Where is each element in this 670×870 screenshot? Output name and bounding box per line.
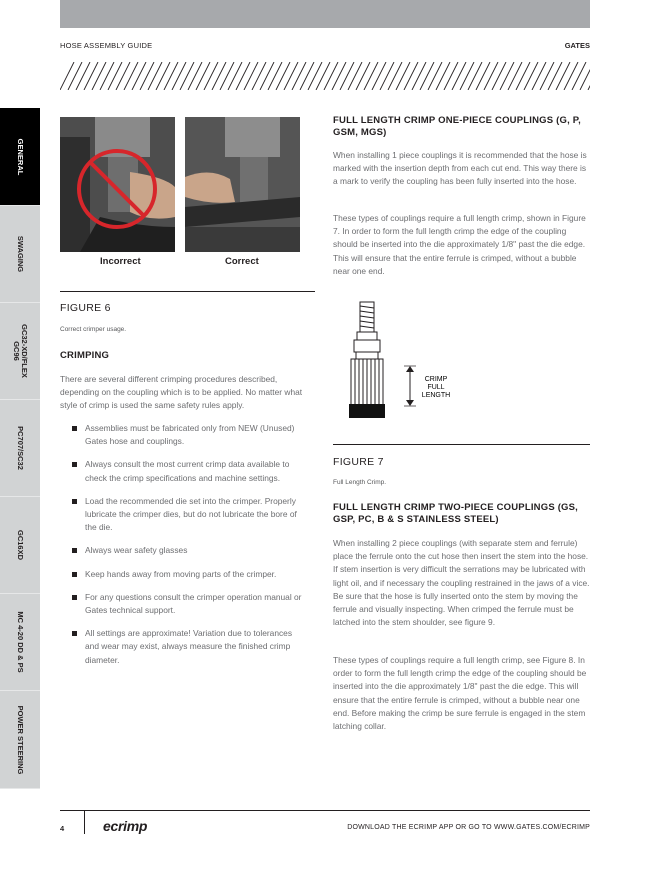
figure7-caption: Full Length Crimp. [333, 479, 387, 486]
label-correct: Correct [225, 256, 259, 267]
tab-mc-4-20[interactable] [0, 594, 40, 691]
one-piece-para1: When installing 1 piece couplings it is recommended that the hose is marked with the insertion depth from each cut end. This way there is a mark to verify the coupling has been fully inserted into the hose. [333, 150, 587, 187]
two-piece-para2: These types of couplings require a full length crimp, see Figure 8. In order to form the full length crimp the edge of the coupling should be inserted into the die approximately 1/8" past the die edge. This will ensure that the entire ferrule is crimped, without a bubble near one end. Before making the crimp be sure ferrule is engaged in the stem latching collar. [333, 655, 587, 732]
full-length-crimp-diagram [340, 296, 470, 421]
figure7-title: FIGURE 7 [333, 456, 384, 468]
logo-text: ecrimp [103, 818, 148, 834]
divider [60, 291, 315, 292]
page-number: 4 [60, 824, 65, 833]
figure6-caption: Correct crimper usage. [60, 326, 127, 333]
two-piece-heading: FULL LENGTH CRIMP TWO-PIECE COUPLINGS (GS, GSP, PC, B & S STAINLESS STEEL) [333, 502, 579, 525]
ecrimp-logo [103, 818, 147, 834]
tab-label: GC32-XD/FLEX GC96 [12, 324, 29, 378]
top-gray-bar [60, 0, 590, 28]
tab-label: SWAGING [16, 235, 25, 273]
list-item: Load the recommended die set into the crimper. Properly lubricate the crimper dies, but do not lubricate the bore of the die. [72, 495, 302, 535]
tab-label: MC 4-20 DD & PS [16, 611, 25, 673]
one-piece-heading: FULL LENGTH CRIMP ONE-PIECE COUPLINGS (G, P, GSM, MGS) [333, 115, 581, 138]
running-header-title: HOSE ASSEMBLY GUIDE [60, 41, 153, 50]
crimping-heading: CRIMPING [60, 350, 110, 361]
one-piece-para2: These types of couplings require a full length crimp, shown in Figure 7. In order to form the full length crimp the edge of the coupling should be inserted into the die approximately 1/8" past the die edge. This will ensure that the entire ferrule is crimped, without a bubble near one end. [333, 213, 586, 276]
two-piece-para1: When installing 2 piece couplings (with separate stem and ferrule) place the ferrule onto the cut hose then insert the stem into the hose. If stem insertion is very difficult the serrations may be lubricated with light oil, and if necessary the coupling restrained in the jaws of a vice. Be sure that the hose is fully inserted onto the stem by moving the ferrule and visually inspecting. When crimped the ferrule must be latched into the stem shoulder, see figure 9. [333, 538, 590, 628]
list-item: For any questions consult the crimper operation manual or Gates technical support. [72, 591, 302, 617]
list-item: Always wear safety glasses [72, 544, 302, 557]
photo-correct [185, 117, 300, 252]
safety-rules-list [72, 422, 302, 677]
tab-gc32-xd-flex[interactable] [0, 303, 40, 400]
running-header-brand: GATES [564, 41, 590, 50]
tab-label: GENERAL [16, 138, 25, 175]
tab-label: POWER STEERING [16, 705, 25, 774]
tab-swaging[interactable] [0, 206, 40, 303]
crimping-intro: There are several different crimping procedures described, depending on the coupling which is to be applied. No matter what style of crimp is used the same safety rules apply. [60, 374, 303, 411]
tab-general[interactable] [0, 108, 40, 206]
list-item: Assemblies must be fabricated only from NEW (Unused) Gates hose and couplings. [72, 422, 302, 448]
footer-app-link[interactable]: DOWNLOAD THE ECRIMP APP OR GO TO WWW.GATES.COM/ECRIMP [347, 824, 590, 831]
tab-label: PC707/SC32 [16, 426, 25, 470]
figure6-title: FIGURE 6 [60, 302, 111, 314]
list-item: Always consult the most current crimp data available to check the crimp specifications and machine settings. [72, 458, 302, 484]
tab-label: GC16XD [16, 529, 25, 561]
tab-power-steering[interactable] [0, 691, 40, 789]
hatch-decoration [60, 62, 590, 90]
crimp-label-line2: FULL [427, 384, 445, 391]
crimp-label-line3: LENGTH [421, 392, 451, 399]
list-item: Keep hands away from moving parts of the crimper. [72, 568, 302, 581]
tab-gc16xd[interactable] [0, 497, 40, 594]
section-tabs [0, 108, 40, 789]
photo-incorrect [60, 117, 175, 252]
footer-divider [60, 810, 590, 811]
tab-pc707-sc32[interactable] [0, 400, 40, 497]
footer-separator [84, 810, 85, 834]
list-item: All settings are approximate! Variation due to tolerances and wear may exist, always measure the finished crimp diameter. [72, 627, 302, 667]
label-incorrect: Incorrect [100, 256, 141, 267]
crimp-label-line1: CRIMP [424, 376, 448, 383]
divider [333, 444, 590, 445]
